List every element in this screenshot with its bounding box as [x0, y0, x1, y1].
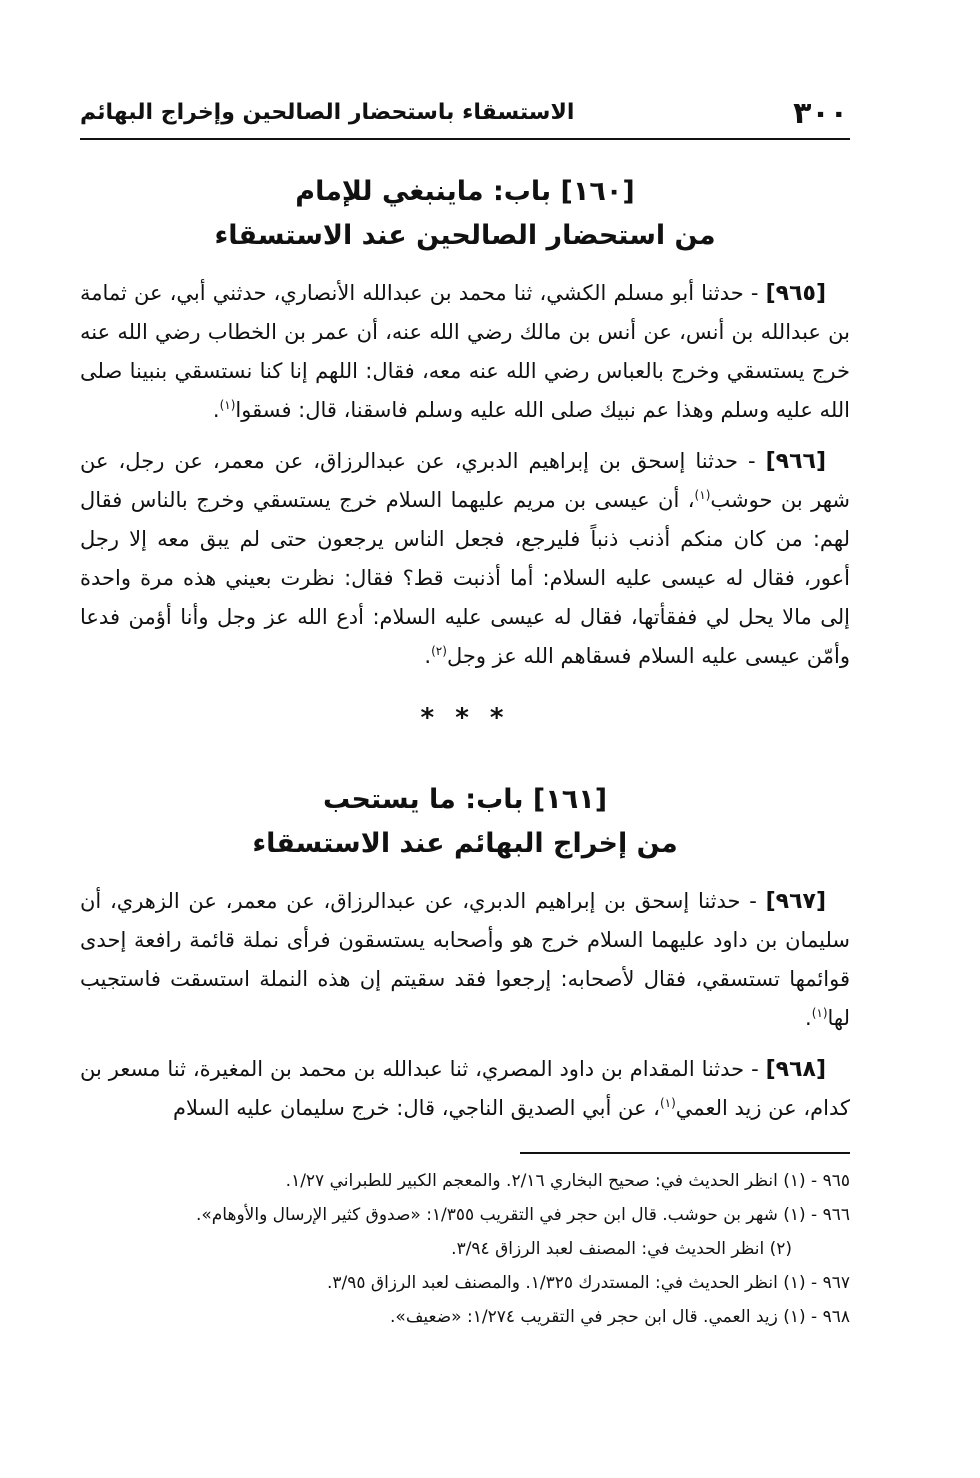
hadith-text: ، أن عيسى بن مريم عليهما السلام خرج يستسقي وخرج بالناس فقال لهم: من كان منكم أذنب ذنباً فليرجع، فجعل الناس يرجعون حتى لم يبق معه إلا رجل أعور، فقال له عيسى عليه السلام: أما أذنبت قط؟ فقال: نظرت بعيني هذه مرة واحدة إلى مالا يحل لي ففقأتها، فقال له عيسى عليه السلام: أدع الله عز وجل وأنا أؤمن فدعا وأمّن عيسى عليه السلام فسقاهم الله عز وجل: [80, 488, 850, 668]
footnote-marker: (١): [219, 398, 236, 412]
running-header: [80, 92, 850, 140]
hadith-text: ، عن أبي الصديق الناجي، قال: خرج سليمان عليه السلام: [173, 1096, 660, 1120]
chapter-heading-161: [80, 778, 850, 866]
hadith-end: .: [805, 1006, 812, 1030]
hadith-967: [80, 882, 850, 1038]
footnote-966-2: (٢) انظر الحديث في: المصنف لعبد الرزاق ٣/٩٤.: [451, 1239, 792, 1259]
footnotes: [80, 1164, 850, 1334]
section-separator: * * *: [420, 703, 510, 733]
hadith-text: - حدثنا إسحق بن إبراهيم الدبري، عن عبدالرزاق، عن معمر، عن الزهري، أن سليمان بن داود عليهما السلام خرج هو وأصحابه يستسقون فرأى نملة قائمة رافعة إحدى قوائمها تستسقي، فقال لأصحابه: إرجعوا فقد سقيتم إن هذه النملة استسقت فاستجيب لها: [80, 889, 850, 1030]
footnote-marker: (٢): [431, 644, 447, 658]
footnote-967: ٩٦٧ - (١) انظر الحديث في: المستدرك ١/٣٢٥. والمصنف لعبد الرزاق ٣/٩٥.: [326, 1273, 850, 1293]
footnote-968: ٩٦٨ - (١) زيد العمي. قال ابن حجر في التقريب ١/٢٧٤: «ضعيف».: [390, 1307, 850, 1327]
hadith-text: - حدثنا أبو مسلم الكشي، ثنا محمد بن عبدالله الأنصاري، حدثني أبي، عن ثمامة بن عبدالله بن أنس، عن أنس بن مالك رضي الله عنه، أن عمر بن الخطاب رضي الله عنه خرج يستسقي وخرج بالعباس رضي الله عنه معه، فقال: اللهم إنا كنا نستسقي بنبينا صلى الله عليه وسلم وهذا عم نبيك صلى الله عليه وسلم فاسقنا، قال: فسقوا: [80, 281, 850, 422]
hadith-text: - حدثنا إسحق بن إبراهيم الدبري، عن عبدالرزاق، عن معمر، عن رجل، عن شهر بن حوشب: [80, 449, 851, 512]
hadith-965: [80, 274, 850, 430]
page-number: ٣٠٠: [793, 96, 848, 131]
footnote-966-1: ٩٦٦ - (١) شهر بن حوشب. قال ابن حجر في التقريب ١/٣٥٥: «صدوق كثير الإرسال والأوهام».: [195, 1205, 850, 1225]
footnote-divider: [520, 1152, 850, 1154]
footnote-marker: (١): [659, 1096, 676, 1110]
footnote-965: ٩٦٥ - (١) انظر الحديث في: صحيح البخاري ٢/١٦. والمعجم الكبير للطبراني ١/٢٧.: [285, 1171, 850, 1191]
book-page: [80, 92, 850, 1334]
hadith-end: .: [424, 644, 432, 668]
footnote-marker: (١): [811, 1006, 828, 1020]
hadith-968: [80, 1050, 850, 1128]
chapter-title-line: [١٦٠] باب: ماينبغي للإمام: [295, 176, 635, 207]
footnote-marker: (١): [694, 488, 711, 502]
chapter-subtitle-line: من إخراج البهائم عند الاستسقاء: [252, 828, 678, 859]
hadith-number: [٩٦٨]: [765, 1057, 826, 1082]
hadith-number: [٩٦٦]: [765, 449, 826, 474]
hadith-end: .: [212, 398, 220, 422]
hadith-text: - حدثنا المقدام بن داود المصري، ثنا عبدالله بن محمد بن المغيرة، ثنا مسعر بن كدام، عن زيد العمي: [80, 1057, 850, 1120]
hadith-966: [80, 442, 850, 676]
hadith-number: [٩٦٧]: [765, 889, 826, 914]
hadith-number: [٩٦٥]: [765, 281, 826, 306]
chapter-subtitle-line: من استحضار الصالحين عند الاستسقاء: [214, 220, 716, 251]
chapter-title-line: [١٦١] باب: ما يستحب: [322, 784, 608, 815]
chapter-heading-160: [80, 170, 850, 258]
running-header-title: الاستسقاء باستحضار الصالحين وإخراج البهائم: [80, 100, 575, 125]
